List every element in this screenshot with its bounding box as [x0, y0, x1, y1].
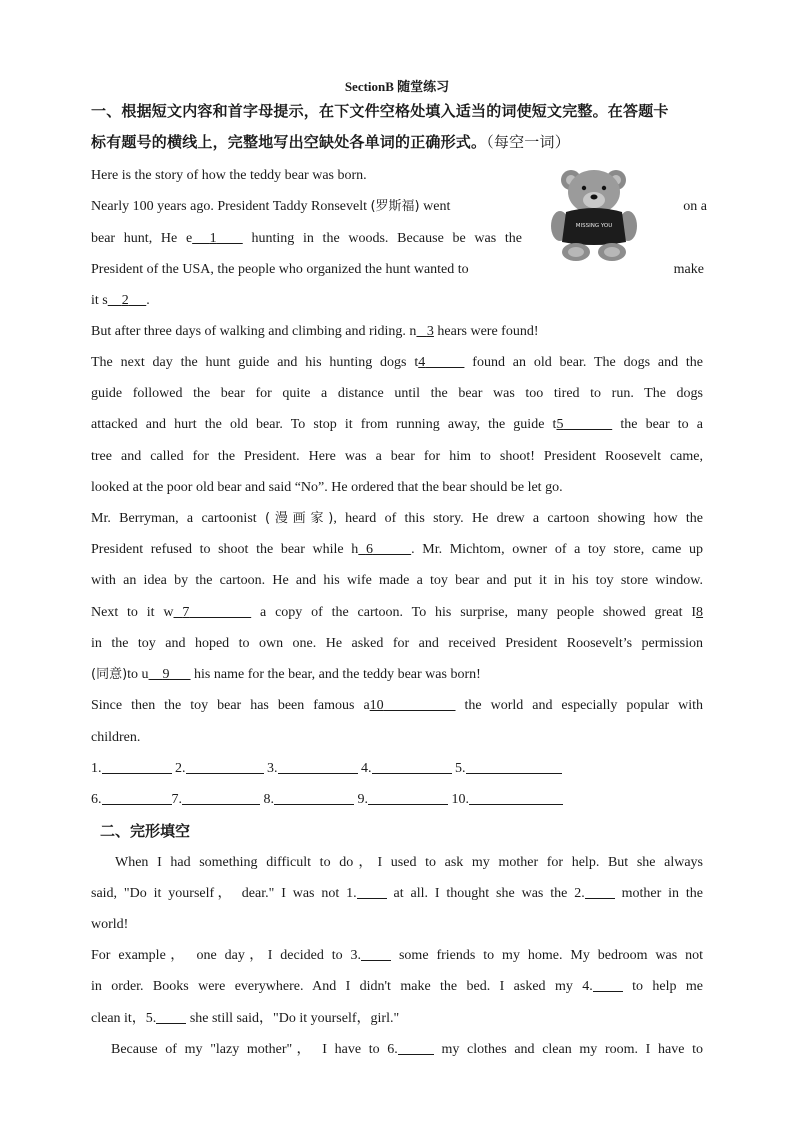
section1-heading-line1: 一、根据短文内容和首字母提示，在下文件空格处填入适当的词使短文完整。在答题卡 — [91, 102, 669, 120]
answer-field-10[interactable] — [469, 790, 563, 805]
passage-line-14: with an idea by the cartoon. He and his wife made a toy bear and put it in his toy store window. — [91, 573, 703, 588]
cloze-line-6 — [91, 1009, 703, 1029]
answer-number: 7. — [171, 792, 182, 807]
answer-field-4[interactable] — [372, 759, 452, 774]
cloze-line-1: When I had something difficult to do，I used to ask my mother for help. But she always — [115, 855, 703, 870]
text-segment: some friends to my home. My bedroom was not — [398, 948, 704, 963]
cjk-note: (漫画家) — [264, 511, 334, 526]
answer-number: 1. — [91, 761, 102, 776]
passage-line-5 — [91, 291, 703, 311]
cloze-line-2 — [91, 884, 703, 904]
blank-5 — [556, 417, 612, 432]
answer-row-2 — [91, 790, 703, 810]
passage-line-13 — [91, 540, 703, 560]
answer-field-7[interactable] — [182, 790, 260, 805]
passage-line-16: in the toy and hoped to own one. He asked for and received President Roosevelt’s permission — [91, 636, 703, 651]
text-segment: attacked and hurt the old bear. To stop it from running away, the guide t — [91, 417, 557, 432]
passage-line-1: Here is the story of how the teddy bear was born. — [91, 168, 367, 183]
passage-line-9 — [91, 415, 703, 435]
passage-line-15 — [91, 603, 703, 623]
blank-number: 7 — [182, 605, 190, 620]
passage-line-4: President of the USA, the people who organized the hunt wanted to — [91, 262, 469, 277]
text-segment: Since then the toy bear has been famous a — [91, 698, 370, 713]
section1-heading-note: （每空一词） — [486, 133, 570, 151]
cloze-blank-6[interactable] — [398, 1040, 434, 1055]
text-segment: Next to it w — [91, 605, 174, 620]
answer-field-5[interactable] — [466, 759, 562, 774]
text-segment: hunting in the woods. Because be was the — [251, 231, 523, 246]
text-segment: President refused to shoot the bear while h — [91, 542, 359, 557]
text-segment: found an old bear. The dogs and the — [472, 355, 704, 370]
blank-number: 4 — [418, 355, 426, 370]
text-segment: my clothes and clean my room. I have to — [441, 1042, 703, 1057]
blank-1 — [192, 231, 243, 246]
cloze-blank-5[interactable] — [156, 1009, 186, 1024]
text-segment: , heard of this story. He drew a cartoon showing how the — [333, 511, 703, 526]
cloze-line-4 — [91, 946, 703, 966]
text-segment: Because of my "lazy mother"， I have to 6. — [111, 1042, 398, 1057]
text-segment: For example， one day，I decided to 3. — [91, 948, 362, 963]
blank-number: 2 — [121, 293, 129, 308]
text-segment: went — [423, 199, 451, 214]
passage-line-3 — [91, 229, 522, 249]
text-segment: in order. Books were everywhere. And I didn't make the bed. I asked my 4. — [91, 979, 593, 994]
teddy-bear-image — [538, 164, 650, 262]
blank-8 — [696, 605, 703, 620]
answer-number: 9. — [357, 792, 368, 807]
text-segment: a copy of the cartoon. To his surprise, many people showed great I — [260, 605, 697, 620]
passage-line-7 — [91, 353, 703, 373]
passage-line-6 — [91, 322, 703, 342]
section1-heading-text: 标有题号的横线上，完整地写出空缺处各单词的正确形式。 — [91, 133, 487, 151]
text-segment: to u — [127, 667, 149, 682]
answer-field-9[interactable] — [368, 790, 448, 805]
answer-number: 5. — [455, 761, 466, 776]
cloze-line-5 — [91, 977, 703, 997]
blank-4 — [418, 355, 464, 370]
passage-line-10: tree and called for the President. Here was a bear for him to shoot! President Roosevelt came, — [91, 449, 703, 464]
cloze-blank-1[interactable] — [357, 884, 387, 899]
passage-line-4-end: make — [673, 262, 704, 277]
blank-number: 9 — [162, 667, 170, 682]
text-segment: Nearly 100 years ago. President Taddy Ronsevelt — [91, 199, 367, 214]
blank-3 — [416, 324, 434, 339]
answer-number: 3. — [267, 761, 278, 776]
passage-line-2 — [91, 197, 531, 217]
blank-10 — [370, 698, 456, 713]
text-segment: the bear to a — [620, 417, 704, 432]
passage-line-12 — [91, 509, 703, 529]
text-segment: The next day the hunt guide and his hunting dogs t — [91, 355, 419, 370]
answer-row-1 — [91, 759, 703, 779]
blank-number: 6 — [365, 542, 373, 557]
blank-6 — [358, 542, 411, 557]
text-segment: clean it，5. — [91, 1011, 157, 1026]
answer-field-6[interactable] — [102, 790, 172, 805]
text-segment: . — [146, 293, 150, 308]
text-segment: Mr. Berryman, a cartoonist — [91, 511, 257, 526]
text-segment: bear hunt, He e — [91, 231, 193, 246]
shirt-text: MISSING YOU — [575, 223, 613, 229]
text-segment: it s — [91, 293, 108, 308]
blank-number: 5 — [556, 417, 564, 432]
passage-line-19: children. — [91, 730, 141, 745]
cloze-blank-3[interactable] — [361, 946, 391, 961]
answer-field-3[interactable] — [278, 759, 358, 774]
text-segment: mother in the — [621, 886, 703, 901]
answer-field-2[interactable] — [186, 759, 264, 774]
answer-field-1[interactable] — [102, 759, 172, 774]
passage-line-11: looked at the poor old bear and said “No”. He ordered that the bear should be let go. — [91, 480, 563, 495]
text-segment: But after three days of walking and climbing and riding. n — [91, 324, 417, 339]
answer-number: 6. — [91, 792, 102, 807]
text-segment: the world and especially popular with — [464, 698, 704, 713]
text-segment: hears were found! — [437, 324, 539, 339]
blank-number: 8 — [696, 605, 704, 620]
text-segment: his name for the bear, and the teddy bear was born! — [194, 667, 481, 682]
passage-line-2-end: on a — [683, 199, 707, 214]
blank-number: 1 — [209, 231, 217, 246]
cloze-line-3: world! — [91, 917, 129, 932]
cloze-line-7 — [111, 1040, 703, 1060]
text-segment: said, "Do it yourself， dear." I was not 1. — [91, 886, 357, 901]
passage-line-17 — [91, 665, 703, 685]
answer-number: 10. — [451, 792, 469, 807]
answer-number: 8. — [263, 792, 274, 807]
blank-number: 3 — [426, 324, 434, 339]
passage-line-18 — [91, 696, 703, 716]
cjk-note: (罗斯福) — [370, 199, 420, 214]
text-segment: . Mr. Michtom, owner of a toy store, came up — [411, 542, 704, 557]
passage-line-8: guide followed the bear for quite a distance until the bear was too tired to run. The dogs — [91, 386, 703, 401]
text-segment: to help me — [632, 979, 703, 994]
section2-heading: 二、完形填空 — [100, 822, 191, 840]
page-title: SectionB 随堂练习 — [344, 79, 450, 94]
answer-number: 2. — [175, 761, 186, 776]
cloze-blank-2[interactable] — [585, 884, 615, 899]
blank-7 — [174, 605, 252, 620]
text-segment: she still said，"Do it yourself，girl." — [189, 1011, 400, 1026]
blank-number: 10 — [369, 698, 384, 713]
blank-2 — [108, 293, 147, 308]
blank-9 — [149, 667, 191, 682]
section1-heading-line2 — [91, 127, 706, 158]
answer-field-8[interactable] — [274, 790, 354, 805]
cjk-note: (同意) — [91, 667, 128, 682]
cloze-blank-4[interactable] — [593, 977, 623, 992]
text-segment: at all. I thought she was the 2. — [393, 886, 585, 901]
answer-number: 4. — [361, 761, 372, 776]
